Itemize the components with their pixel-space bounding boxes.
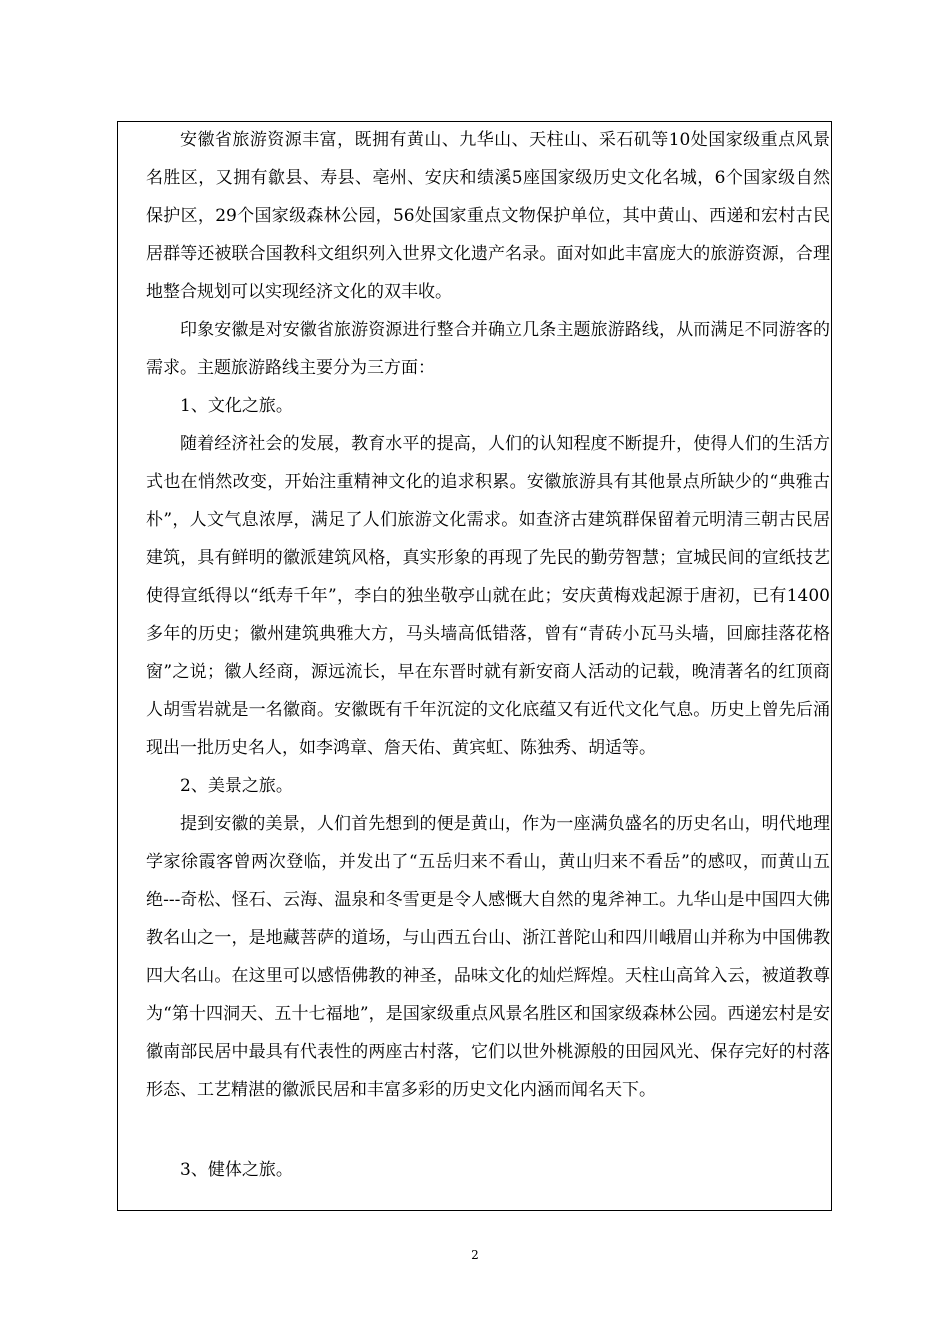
paragraph-culture-tour: 随着经济社会的发展，教育水平的提高，人们的认知程度不断提升，使得人们的生活方式也在悄然改变，开始注重精神文化的追求积累。安徽旅游具有其他景点所缺少的“典雅古朴”，人文气息浓厚，满足了人们旅游文化需求。如查济古建筑群保留着元明清三朝古民居建筑，具有鲜明的徽派建筑风格，真实形象的再现了先民的勤劳智慧；宣城民间的宣纸技艺使得宣纸得以“纸寿千年”，李白的独坐敬亭山就在此；安庆黄梅戏起源于唐初，已有1400多年的历史；徽州建筑典雅大方，马头墙高低错落，曾有“青砖小瓦马头墙，回廊挂落花格窗”之说；徽人经商，源远流长，早在东晋时就有新安商人活动的记载，晚清著名的红顶商人胡雪岩就是一名徽商。安徽既有千年沉淀的文化底蕴又有近代文化气息。历史上曾先后涌现出一批历史名人，如李鸿章、詹天佑、黄宾虹、陈独秀、胡适等。 <box>146 434 830 758</box>
paragraph-resources: 安徽省旅游资源丰富，既拥有黄山、九华山、天柱山、采石矶等10处国家级重点风景名胜区，又拥有歙县、寿县、亳州、安庆和绩溪5座国家级历史文化名城，6个国家级自然保护区，29个国家级森林公园，56处国家重点文物保护单位，其中黄山、西递和宏村古民居群等还被联合国教科文组织列入世界文化遗产名录。面对如此丰富庞大的旅游资源，合理地整合规划可以实现经济文化的双丰收。 <box>146 130 830 302</box>
heading-culture-tour: 1、文化之旅。 <box>180 396 293 416</box>
document-body <box>146 121 830 1189</box>
paragraph-intro: 印象安徽是对安徽省旅游资源进行整合并确立几条主题旅游路线，从而满足不同游客的需求。主题旅游路线主要分为三方面： <box>146 320 830 378</box>
heading-scenery-tour: 2、美景之旅。 <box>180 776 293 796</box>
page-number: 2 <box>471 1248 479 1262</box>
blank-line <box>146 1109 830 1151</box>
paragraph-scenery-tour: 提到安徽的美景，人们首先想到的便是黄山，作为一座满负盛名的历史名山，明代地理学家徐霞客曾两次登临，并发出了“五岳归来不看山，黄山归来不看岳”的感叹，而黄山五绝---奇松、怪石、云海、温泉和冬雪更是令人感慨大自然的鬼斧神工。九华山是中国四大佛教名山之一，是地藏菩萨的道场，与山西五台山、浙江普陀山和四川峨眉山并称为中国佛教四大名山。在这里可以感悟佛教的神圣，品味文化的灿烂辉煌。天柱山高耸入云，被道教尊为“第十四洞天、五十七福地”，是国家级重点风景名胜区和国家级森林公园。西递宏村是安徽南部民居中最具有代表性的两座古村落，它们以世外桃源般的田园风光、保存完好的村落形态、工艺精湛的徽派民居和丰富多彩的历史文化内涵而闻名天下。 <box>146 814 830 1100</box>
heading-fitness-tour: 3、健体之旅。 <box>180 1160 293 1180</box>
